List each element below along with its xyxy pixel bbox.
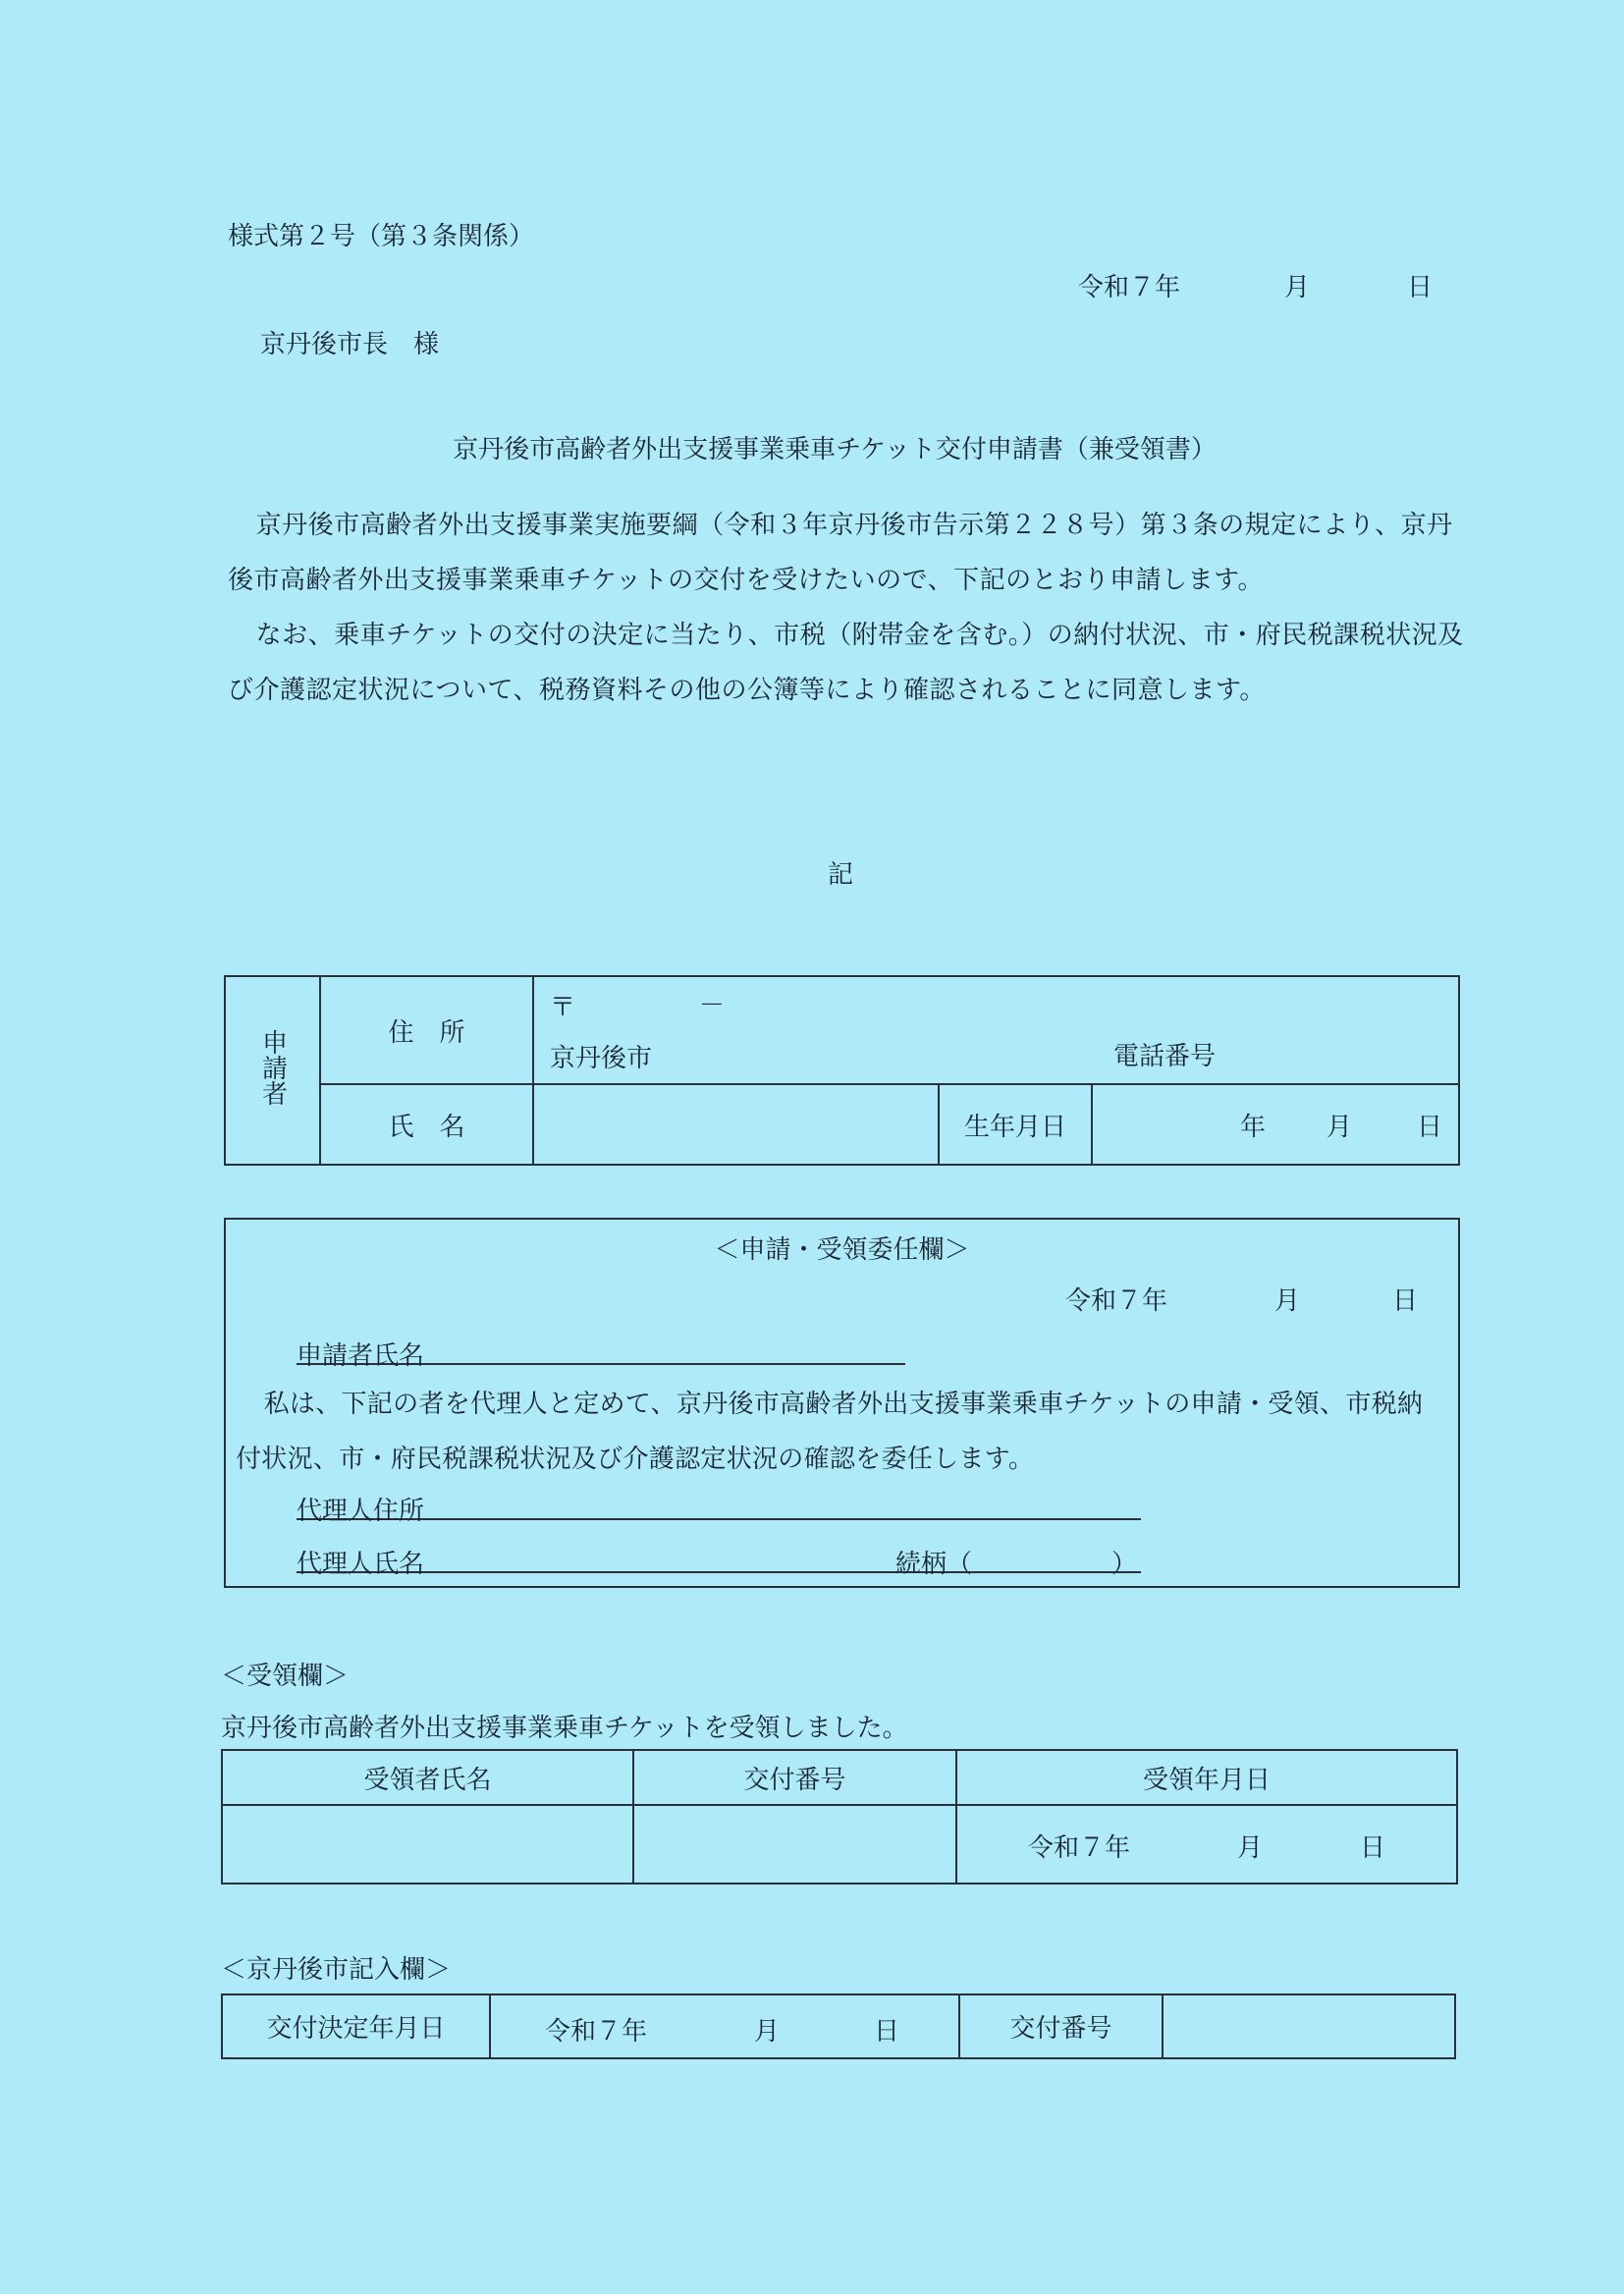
receipt-day: 日 <box>1360 1833 1386 1863</box>
month: 月 <box>1284 273 1311 302</box>
addressee: 京丹後市長 様 <box>260 330 440 359</box>
relation-close: ） <box>1111 1550 1138 1579</box>
birth-label: 生年月日 <box>939 1084 1092 1165</box>
city-label: 京丹後市 <box>550 1044 653 1073</box>
paragraph-2: なお、乗車チケットの交付の決定に当たり、市税（附帯金を含む。）の納付状況、市・府民税課税状況及び介護認定状況について、税務資料その他の公簿等により確認されることに同意します。 <box>228 621 1464 705</box>
ki-label: 記 <box>828 860 854 890</box>
decision-date-field[interactable] <box>490 1994 959 2058</box>
birth-field[interactable] <box>1092 1084 1459 1165</box>
name-field[interactable] <box>533 1084 939 1165</box>
applicant-name-line[interactable] <box>297 1336 905 1371</box>
receipt-heading: ＜受領欄＞ <box>221 1662 350 1691</box>
city-section-heading: ＜京丹後市記入欄＞ <box>221 1955 452 1985</box>
birth-day: 日 <box>1417 1113 1443 1142</box>
paragraph-1: 京丹後市高齢者外出支援事業実施要綱（令和３年京丹後市告示第２２８号）第３条の規定により、京丹後市高齢者外出支援事業乗車チケットの交付を受けたいので、下記のとおり申請します。 <box>228 511 1453 595</box>
agent-name-label: 代理人氏名 <box>297 1550 425 1579</box>
receipt-date-field[interactable] <box>956 1805 1457 1884</box>
birth-year: 年 <box>1240 1113 1267 1142</box>
delegation-era: 令和７年 <box>1065 1286 1168 1316</box>
applicant-side-label: 申請者 <box>225 976 320 1165</box>
address-field[interactable] <box>533 976 1459 1084</box>
receipt-month: 月 <box>1237 1833 1264 1863</box>
receipt-era: 令和７年 <box>1028 1833 1131 1863</box>
decision-day: 日 <box>874 2017 900 2047</box>
applicant-name-label: 申請者氏名 <box>297 1341 425 1371</box>
applicant-table <box>224 975 1460 1166</box>
delegation-day: 日 <box>1392 1286 1419 1316</box>
postal-mark: 〒 <box>550 993 576 1022</box>
receipt-header-number: 交付番号 <box>633 1750 956 1805</box>
body-text <box>228 498 1465 718</box>
receipt-header-name: 受領者氏名 <box>222 1750 633 1805</box>
delegation-month: 月 <box>1274 1286 1301 1316</box>
birth-month: 月 <box>1326 1113 1353 1142</box>
city-section-table <box>221 1994 1456 2059</box>
delegation-heading: ＜申請・受領委任欄＞ <box>714 1235 970 1265</box>
decision-date-label: 交付決定年月日 <box>222 1994 490 2058</box>
phone-label: 電話番号 <box>1113 1042 1217 1071</box>
form-number: 様式第２号（第３条関係） <box>228 222 535 251</box>
agent-address-line[interactable] <box>297 1491 1141 1526</box>
receipt-header-date: 受領年月日 <box>956 1750 1457 1805</box>
decision-month: 月 <box>754 2017 781 2047</box>
issue-number-label: 交付番号 <box>959 1994 1163 2058</box>
document-title: 京丹後市高齢者外出支援事業乗車チケット交付申請書（兼受領書） <box>453 435 1217 464</box>
day: 日 <box>1407 273 1434 302</box>
receipt-text: 京丹後市高齢者外出支援事業乗車チケットを受領しました。 <box>221 1714 908 1743</box>
receipt-table <box>221 1749 1458 1884</box>
date-top <box>1078 267 1432 303</box>
relation-label: 続柄（ <box>895 1550 973 1579</box>
era: 令和７年 <box>1078 273 1181 302</box>
delegation-text: 私は、下記の者を代理人と定めて、京丹後市高齢者外出支援事業乗車チケットの申請・受領、市税納付状況、市・府民税課税状況及び介護認定状況の確認を委任します。 <box>236 1390 1424 1474</box>
name-label: 氏 名 <box>320 1084 533 1165</box>
decision-era: 令和７年 <box>545 2017 648 2047</box>
delegation-box <box>224 1218 1460 1588</box>
receipt-number-field[interactable] <box>633 1805 956 1884</box>
address-label: 住 所 <box>320 976 533 1084</box>
agent-address-label: 代理人住所 <box>297 1497 425 1526</box>
receipt-name-field[interactable] <box>222 1805 633 1884</box>
agent-name-line[interactable] <box>297 1544 1141 1579</box>
issue-number-field[interactable] <box>1163 1994 1455 2058</box>
postal-dash: － <box>699 991 726 1020</box>
